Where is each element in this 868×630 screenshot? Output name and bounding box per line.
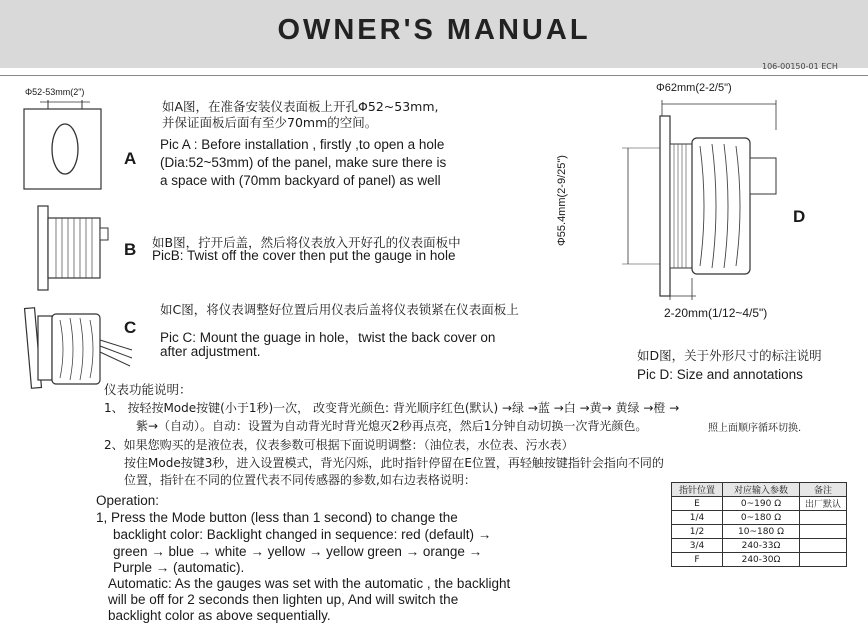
fig-a-dimension: Φ52-53mm(2") [25, 87, 85, 97]
fig-d-letter: D [793, 207, 806, 226]
table-row [672, 539, 847, 553]
functions-cn-item1-line2: 紫→（自动）。自动：设置为自动背光时背光熄灭2秒再点亮，然后1分钟自动切换一次背光颜色。 [136, 419, 648, 433]
table-header-cell: 对应输入参数 [723, 483, 800, 497]
fig-c-en-line2: after adjustment. [160, 344, 261, 359]
table-cell: 240-33Ω [723, 539, 800, 553]
table-header-cell: 指针位置 [672, 483, 723, 497]
fig-d-dim-bottom: 2-20mm(1/12~4/5") [664, 306, 768, 320]
table-header-cell: 备注 [800, 483, 847, 497]
operation-line5: Automatic: As the gauges was set with the automatic , the backlight [108, 576, 511, 591]
fig-d-en: Pic D: Size and annotations [637, 367, 803, 382]
fig-a-en-line1: Pic A : Before installation , firstly ,to open a hole [160, 137, 445, 152]
fig-a-en-line3: a space with (70mm backyard of panel) as well [160, 173, 441, 188]
fig-a-drawing [20, 96, 110, 196]
table-row [672, 525, 847, 539]
table-cell: 0~180 Ω [723, 511, 800, 525]
doc-number: 106-00150-01 ECH [762, 62, 838, 71]
fig-d-drawing [600, 96, 800, 316]
table-cell: 0~190 Ω [723, 497, 800, 511]
table-cell [800, 511, 847, 525]
operation-line3: green → blue → white → yellow → yellow green → orange → [113, 544, 483, 559]
fig-a-cn-line2: 并保证面板后面有至少70mm的空间。 [162, 115, 378, 130]
table-cell: 10~180 Ω [723, 525, 800, 539]
functions-cn-item2-line2: 按住Mode按键3秒，进入设置模式，背光闪烁，此时指针停留在E位置，再轻触按键指针会指向不同的 [124, 456, 664, 470]
fig-a-cn-line1: 如A图，在准备安装仪表面板上开孔Φ52~53mm, [162, 99, 439, 114]
table-cell: E [672, 497, 723, 511]
operation-line7: backlight color as above sequentially. [108, 608, 331, 623]
table-cell: 240-30Ω [723, 553, 800, 567]
table-cell [800, 539, 847, 553]
table-row [672, 497, 847, 511]
table-cell [800, 553, 847, 567]
table-cell [800, 525, 847, 539]
fig-b-cn: 如B图，拧开后盖，然后将仪表放入开好孔的仪表面板中 [152, 235, 461, 250]
table-cell: 1/4 [672, 511, 723, 525]
fig-c-letter: C [124, 318, 137, 337]
table-cell: F [672, 553, 723, 567]
table-cell: 1/2 [672, 525, 723, 539]
table-row [672, 511, 847, 525]
fig-b-letter: B [124, 240, 137, 259]
operation-line2: backlight color: Backlight changed in sequence: red (default) → [113, 527, 492, 542]
page-title: OWNER'S MANUAL [277, 14, 591, 46]
functions-cn-heading: 仪表功能说明： [104, 382, 192, 397]
operation-line4: Purple → (automatic). [113, 560, 245, 575]
fig-b-drawing [28, 202, 118, 297]
fig-c-en-line1: Pic C: Mount the guage in hole，twist the back cover on [160, 330, 496, 345]
operation-line1: 1, Press the Mode button (less than 1 second) to change the [96, 510, 458, 525]
operation-line6: will be off for 2 seconds then lighten up, And will switch the [108, 592, 459, 607]
table-header-row [672, 483, 847, 497]
functions-cn-item2-line1: 2、如果您购买的是液位表，仪表参数可根据下面说明调整：（油位表，水位表、污水表） [104, 438, 574, 452]
fig-c-cn: 如C图，将仪表调整好位置后用仪表后盖将仪表锁紧在仪表面板上 [160, 302, 519, 317]
header-divider [0, 75, 868, 76]
table-cell: 出厂默认 [800, 497, 847, 511]
functions-cn-item1-line1: 1、 按轻按Mode按键(小于1秒)一次， 改变背光颜色: 背光顺序红色(默认) →绿 →蓝 →白 →黄→ 黄绿 →橙 → [104, 401, 680, 415]
functions-cn-item1-line3: 照上面顺序循环切换. [708, 423, 802, 434]
fig-a-en-line2: (Dia:52~53mm) of the panel, make sure there is [160, 155, 447, 170]
param-table [671, 482, 847, 567]
fig-d-cn: 如D图，关于外形尺寸的标注说明 [637, 348, 822, 363]
functions-cn-item2-line3: 位置，指针在不同的位置代表不同传感器的参数,如右边表格说明： [124, 473, 476, 487]
table-row [672, 553, 847, 567]
fig-a-letter: A [124, 149, 137, 168]
table-cell: 3/4 [672, 539, 723, 553]
fig-b-en: PicB: Twist off the cover then put the gauge in hole [152, 248, 456, 263]
fig-d-dim-top: Φ62mm(2-2/5") [656, 82, 732, 94]
fig-d-dim-side: Φ55.4mm(2-9/25") [556, 155, 568, 246]
operation-heading: Operation: [96, 493, 160, 508]
